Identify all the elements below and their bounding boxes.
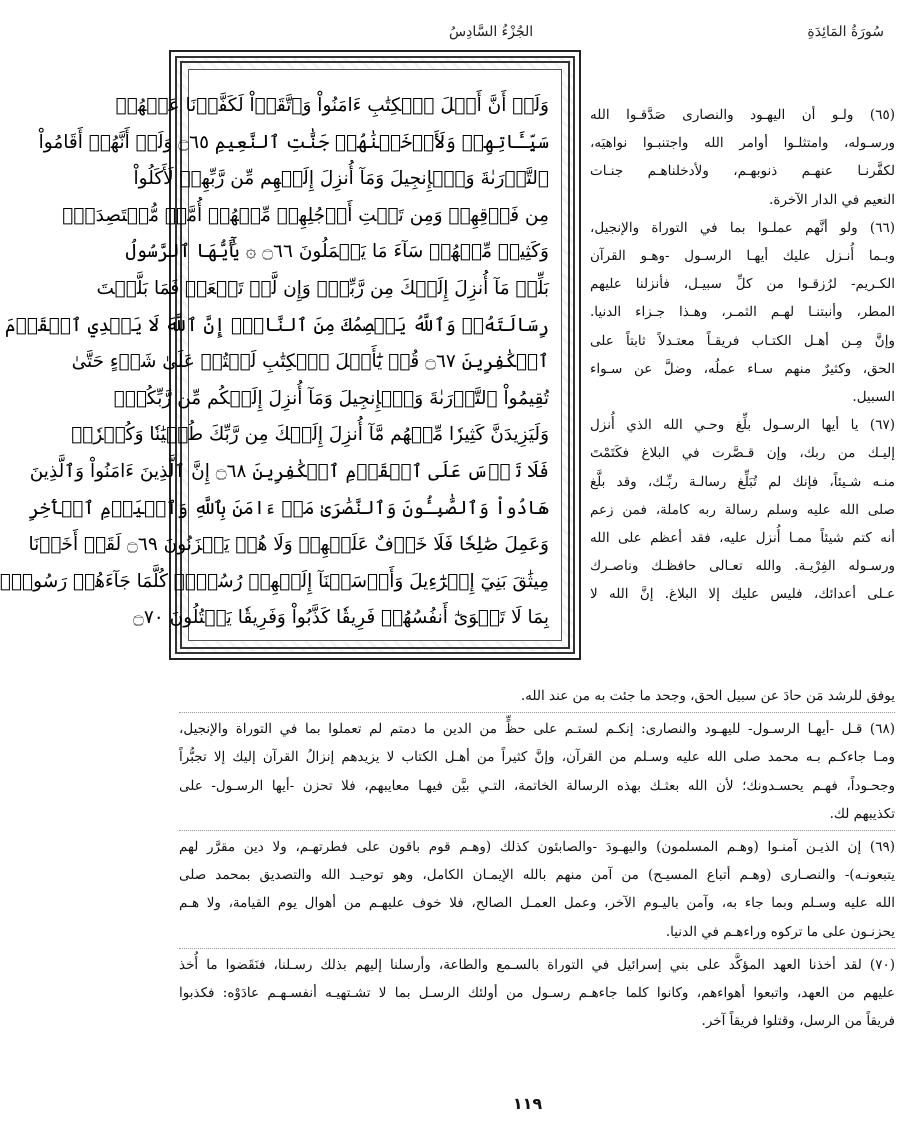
quran-line: وَعَمِلَ صَٰلِحٗا فَلَا خَوۡفٌ عَلَيۡهِمۡ وَلَا هُمۡ يَحۡزَنُونَ ۝٦٩ لَقَدۡ أَخَذۡنَا [28, 534, 549, 556]
quran-line: مِيثَٰقَ بَنِيٓ إِسۡرَٰٓءِيلَ وَأَرۡسَلۡنَآ إِلَيۡهِمۡ رُسُلٗاۖ كُلَّمَا جَآءَهُمۡ رَسُولُۢ [0, 570, 549, 592]
tafsir-line: (٦٦) ولو أنَّهم عملـوا بما في التوراة والإنجيل، [590, 219, 895, 236]
page-number: ١١٩ [512, 1094, 543, 1113]
tafsir-line: صلى الله عليه وسلم رسالة ربه كاملة، فمن زعم [590, 501, 895, 518]
tafsir-line: يوفق للرشد مَن حادَ عن سبيل الحق، وجحد ما جئت به من عند الله. [520, 688, 895, 704]
tafsir-side-column [590, 101, 895, 681]
mushaf-ornamental-border [0, 56, 575, 654]
tafsir-line: الكـريم- لرُزقـوا من كلِّ سبيـل، فأنزلنا عليهم [590, 276, 895, 293]
tafsir-line: وإنَّ مِـن أهـل الكتـاب فريقـاً معتـدلاً ثابتاً على [590, 332, 895, 349]
tafsir-line: ورسـوله، وامتثلـوا أوامر الله واجتنبـوا نواهيَه، [590, 135, 895, 152]
quran-line: مِن فَوۡقِهِمۡ وَمِن تَحۡتِ أَرۡجُلِهِمۚ مِّنۡهُمۡ أُمَّةٞ مُّقۡتَصِدَةٞۖ [62, 204, 549, 226]
tafsir-line: عليهم من العهد، واتبعوا أهواءهم، وكانوا كلما جاءهـم رسـول من أولئك الرسـل بما لا تشـتهيـه أنفسـهـم عادَوْه: فكذبوا [179, 985, 895, 1002]
page-header [179, 14, 884, 46]
divider [179, 830, 895, 831]
tafsir-line: المطر، وأنبتنـا لهـم الثمـر، وهـذا جـزاء الدنيا. [590, 304, 895, 321]
quran-line: ٱلتَّوۡرَىٰةَ وَٱلۡإِنجِيلَ وَمَآ أُنزِلَ إِلَيۡهِم مِّن رَّبِّهِمۡ لَأَكَلُواْ [133, 168, 549, 190]
tafsir-line: لكفَّرنـا عنهـم ذنوبهـم، ولأدخلناهـم جنـات [590, 163, 895, 180]
tafsir-line: (٦٩) إن الذيـن آمنـوا (وهـم المسلمون) واليهـودَ -والصابئون كذلك (وهـم قوم باقون على فطرتهـم، ولا دين مقرَّر لهم [179, 839, 895, 856]
quran-line: بِمَا لَا تَهۡوَىٰٓ أَنفُسُهُمۡ فَرِيقٗا كَذَّبُواْ وَفَرِيقٗا يَقۡتُلُونَ ۝٧٠ [133, 607, 549, 629]
quran-line: وَكَثِيرٞ مِّنۡهُمۡ سَآءَ مَا يَعۡمَلُونَ ۝٦٦ ۞ يَٰٓأَيُّهَا ٱلرَّسُولُ [125, 241, 549, 263]
quran-line: هَادُواْ وَٱلصَّٰبِـُٔونَ وَٱلنَّصَٰرَىٰ مَنۡ ءَامَنَ بِٱللَّهِ وَٱلۡيَوۡمِ ٱلۡأٓخِرِ [28, 497, 549, 519]
tafsir-line: منـه شـيئاً، فإنك لم تُبَلِّغ رسالـة ربِّـك، وقد بلَّغ [590, 473, 895, 490]
divider [179, 948, 895, 949]
tafsir-line: السبيل. [852, 389, 895, 406]
tafsir-line: النعيم في الدار الآخرة. [769, 191, 895, 208]
tafsir-full-width [179, 682, 895, 1035]
tafsir-line: ورسـوله الفِرْيـة. والله تعـالى حافظـك وناصـرك [590, 558, 895, 575]
quran-text-block [0, 69, 562, 641]
tafsir-line: (٦٨) قـل -أيهـا الرسـول- لليهـود والنصارى: إنكـم لستـم على حظٍّ من الدين ما دمتم لم تعملوا بما في التوراة والإنجيل، [179, 721, 895, 738]
tafsir-line: تكذيبهم لك. [829, 805, 895, 822]
tafsir-line: الله عليه وسـلم وبما جاء به، وآمن باليـوم الآخر، وعمل العمـل الصالح، فلا خوف عليهـم من أهوال يوم القيامة، ولا هـم [179, 895, 895, 912]
quran-line: بَلِّغۡ مَآ أُنزِلَ إِلَيۡكَ مِن رَّبِّكَۖ وَإِن لَّمۡ تَفۡعَلۡ فَمَا بَلَّغۡتَ [96, 277, 549, 299]
tafsir-line: أنه كتم شيئاً ممـا أُنزل عليه، فقد أعظم على الله [590, 530, 895, 547]
quran-line: رِسَالَتَهُۥۚ وَٱللَّهُ يَعۡصِمُكَ مِنَ ٱلنَّاسِۗ إِنَّ ٱللَّهَ لَا يَهۡدِي ٱلۡقَوۡمَ [4, 314, 549, 336]
divider [179, 712, 895, 713]
tafsir-line: الحق، وكثيرٌ منهم سـاء عملُه، وضلَّ عن سـواء [590, 360, 895, 377]
tafsir-line: إليـك من ربك، وإن قـصَّرت في البلاغ فكَتَمْتَ [590, 445, 895, 462]
tafsir-line: يحزنـون على ما تركوه وراءهـم في الدنيا. [665, 923, 895, 940]
tafsir-line: فريقاً من الرسل، وقتلوا فريقاً آخر. [701, 1013, 895, 1030]
tafsir-line: يتبعونـه)- والنصـارى (وهـم أتباع المسيـح) من آمن منهم بالله الإيمـان الكامل، وهو توحيـد الله والتصديق بمحمد صلى [179, 867, 895, 884]
quran-line: تُقِيمُواْ ٱلتَّوۡرَىٰةَ وَٱلۡإِنجِيلَ وَمَآ أُنزِلَ إِلَيۡكُم مِّن رَّبِّكُمۡۗ [113, 387, 549, 409]
quran-line: وَلَيَزِيدَنَّ كَثِيرٗا مِّنۡهُم مَّآ أُنزِلَ إِلَيۡكَ مِن رَّبِّكَ طُغۡيَٰنٗا وَكُفۡرٗاۖ [71, 424, 549, 446]
tafsir-line: عـلى أعدائك، فليس عليك إلا البلاغ. إنَّ الله لا [590, 586, 895, 603]
tafsir-line: (٦٧) يا أيها الرسـول بلِّغ وحـي الله الذي أُنزل [590, 417, 895, 434]
tafsir-line: (٧٠) لقد أخذنا العهد المؤكَّد على بني إسرائيل في التوراة بالسـمع والطاعة، وأرسلنا إليهم بذلك رسـلنا، فنَقَضوا ما أُخذ [179, 956, 895, 973]
tafsir-line: (٦٥) ولـو أن اليهـود والنصارى صَدَّقـوا الله [590, 107, 895, 123]
quran-line: ٱلۡكَٰفِرِينَ ۝٦٧ قُلۡ يَٰٓأَهۡلَ ٱلۡكِتَٰبِ لَسۡتُمۡ عَلَىٰ شَيۡءٍ حَتَّىٰ [71, 351, 549, 373]
quran-line: فَلَا تَأۡسَ عَلَى ٱلۡقَوۡمِ ٱلۡكَٰفِرِينَ ۝٦٨ إِنَّ ٱلَّذِينَ ءَامَنُواْ وَٱلَّذِينَ [29, 460, 549, 482]
surah-name: سُورَةُ المَائِدَةِ [807, 24, 884, 40]
mushaf-frame [0, 50, 581, 660]
quran-line: وَلَوۡ أَنَّ أَهۡلَ ٱلۡكِتَٰبِ ءَامَنُواْ وَٱتَّقَوۡاْ لَكَفَّرۡنَا عَنۡهُمۡ [115, 95, 549, 116]
tafsir-line: ومـا جاءكـم بـه محمد صلى الله عليه وسـلم من القرآن، وإنَّ كثيراً من أهـل الكتاب لا يزيدهم إنزالُ القرآن إليك إلا تجبُّراً [179, 749, 895, 766]
tafsir-line: وبـما أُنـزل عليك أيهـا الرسـول -وهـو القرآن [590, 248, 895, 265]
quran-line: سَيِّـَٔاتِهِمۡ وَلَأَدۡخَلۡنَٰهُمۡ جَنَّٰتِ ٱلنَّعِيمِ ۝٦٥ وَلَوۡ أَنَّهُمۡ أَقَامُواْ [38, 131, 549, 153]
tafsir-line: وجحـوداً، فهـم يحسـدونك؛ لأن الله بعثـك بهذه الرسالة الخاتمة، التـي بيَّن فيهـا معايبهم، فلا تحزن -أيها الرسـول- على [179, 777, 895, 794]
juz-name: الجُزْءُ السَّادِسُ [449, 24, 534, 40]
